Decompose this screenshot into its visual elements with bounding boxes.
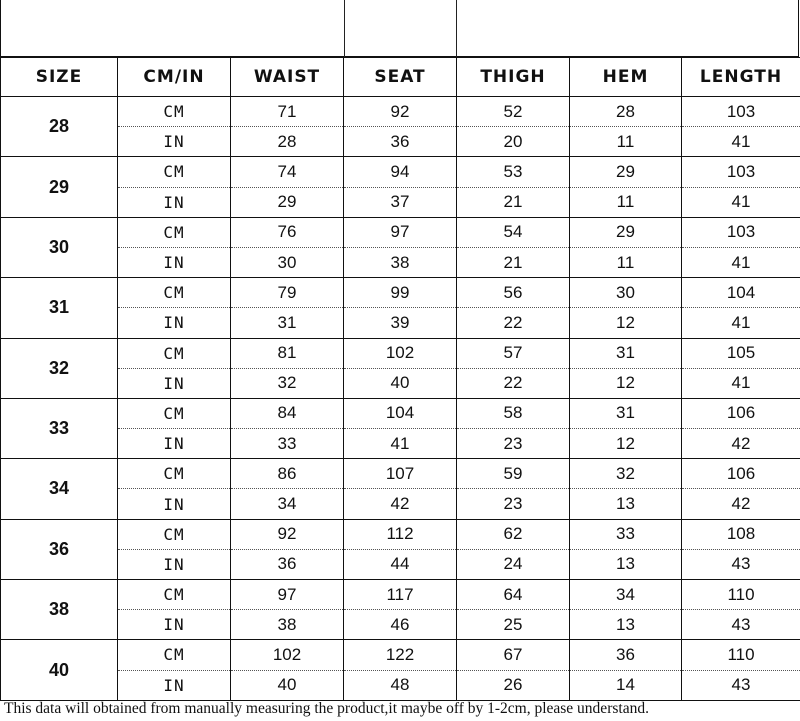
size-cell: 29 [1, 157, 118, 217]
seat-cell: 122 [344, 640, 457, 670]
hem-cell: 11 [570, 247, 682, 277]
hem-cell: 13 [570, 610, 682, 640]
length-cell: 110 [682, 580, 800, 610]
table-row [1, 308, 800, 338]
top-divider [344, 0, 345, 57]
table-row [1, 368, 800, 398]
waist-cell: 30 [231, 247, 344, 277]
unit-cell: IN [118, 489, 231, 519]
header-row [1, 58, 800, 97]
hem-cell: 12 [570, 368, 682, 398]
hem-cell: 29 [570, 157, 682, 187]
seat-cell: 112 [344, 519, 457, 549]
table-row [1, 217, 800, 247]
table-row [1, 338, 800, 368]
table-row [1, 247, 800, 277]
thigh-cell: 53 [457, 157, 570, 187]
hem-cell: 30 [570, 278, 682, 308]
unit-cell: CM [118, 580, 231, 610]
table-row [1, 127, 800, 157]
hem-cell: 12 [570, 429, 682, 459]
table-body [1, 97, 800, 701]
seat-cell: 46 [344, 610, 457, 640]
unit-cell: IN [118, 247, 231, 277]
length-cell: 106 [682, 459, 800, 489]
unit-cell: IN [118, 610, 231, 640]
hem-cell: 34 [570, 580, 682, 610]
waist-cell: 33 [231, 429, 344, 459]
top-blank-area [0, 0, 799, 57]
length-cell: 103 [682, 157, 800, 187]
waist-cell: 76 [231, 217, 344, 247]
thigh-cell: 52 [457, 97, 570, 127]
header-size: SIZE [1, 58, 118, 97]
length-cell: 43 [682, 549, 800, 579]
unit-cell: CM [118, 97, 231, 127]
table-row [1, 519, 800, 549]
length-cell: 42 [682, 489, 800, 519]
hem-cell: 12 [570, 308, 682, 338]
waist-cell: 28 [231, 127, 344, 157]
table-row [1, 187, 800, 217]
unit-cell: IN [118, 187, 231, 217]
seat-cell: 41 [344, 429, 457, 459]
size-cell: 31 [1, 278, 118, 338]
unit-cell: IN [118, 308, 231, 338]
length-cell: 108 [682, 519, 800, 549]
seat-cell: 104 [344, 398, 457, 428]
footnote: This data will obtained from manually measuring the product,it maybe off by 1-2cm, please understand. [4, 700, 649, 717]
hem-cell: 31 [570, 338, 682, 368]
hem-cell: 29 [570, 217, 682, 247]
length-cell: 103 [682, 97, 800, 127]
seat-cell: 99 [344, 278, 457, 308]
table-row [1, 97, 800, 127]
table-row [1, 278, 800, 308]
seat-cell: 44 [344, 549, 457, 579]
seat-cell: 38 [344, 247, 457, 277]
unit-cell: CM [118, 278, 231, 308]
table-row [1, 398, 800, 428]
table-row [1, 640, 800, 670]
length-cell: 110 [682, 640, 800, 670]
thigh-cell: 22 [457, 368, 570, 398]
waist-cell: 32 [231, 368, 344, 398]
length-cell: 104 [682, 278, 800, 308]
length-cell: 41 [682, 127, 800, 157]
header-seat: SEAT [344, 58, 457, 97]
waist-cell: 86 [231, 459, 344, 489]
table-row [1, 157, 800, 187]
waist-cell: 31 [231, 308, 344, 338]
thigh-cell: 21 [457, 187, 570, 217]
waist-cell: 29 [231, 187, 344, 217]
seat-cell: 102 [344, 338, 457, 368]
length-cell: 41 [682, 247, 800, 277]
waist-cell: 97 [231, 580, 344, 610]
length-cell: 41 [682, 368, 800, 398]
header-hem: HEM [570, 58, 682, 97]
seat-cell: 39 [344, 308, 457, 338]
thigh-cell: 25 [457, 610, 570, 640]
waist-cell: 34 [231, 489, 344, 519]
unit-cell: IN [118, 368, 231, 398]
top-divider [456, 0, 457, 57]
hem-cell: 28 [570, 97, 682, 127]
waist-cell: 79 [231, 278, 344, 308]
thigh-cell: 58 [457, 398, 570, 428]
thigh-cell: 21 [457, 247, 570, 277]
table-row [1, 580, 800, 610]
unit-cell: CM [118, 398, 231, 428]
thigh-cell: 26 [457, 670, 570, 700]
seat-cell: 42 [344, 489, 457, 519]
length-cell: 105 [682, 338, 800, 368]
waist-cell: 36 [231, 549, 344, 579]
unit-cell: IN [118, 127, 231, 157]
unit-cell: IN [118, 549, 231, 579]
size-cell: 40 [1, 640, 118, 700]
seat-cell: 94 [344, 157, 457, 187]
seat-cell: 36 [344, 127, 457, 157]
unit-cell: IN [118, 670, 231, 700]
waist-cell: 84 [231, 398, 344, 428]
waist-cell: 92 [231, 519, 344, 549]
length-cell: 42 [682, 429, 800, 459]
thigh-cell: 62 [457, 519, 570, 549]
hem-cell: 36 [570, 640, 682, 670]
thigh-cell: 23 [457, 489, 570, 519]
size-cell: 33 [1, 398, 118, 458]
thigh-cell: 22 [457, 308, 570, 338]
header-waist: WAIST [231, 58, 344, 97]
table-row [1, 489, 800, 519]
thigh-cell: 57 [457, 338, 570, 368]
thigh-cell: 54 [457, 217, 570, 247]
table-row [1, 459, 800, 489]
waist-cell: 38 [231, 610, 344, 640]
seat-cell: 117 [344, 580, 457, 610]
length-cell: 103 [682, 217, 800, 247]
waist-cell: 81 [231, 338, 344, 368]
thigh-cell: 24 [457, 549, 570, 579]
size-cell: 32 [1, 338, 118, 398]
hem-cell: 31 [570, 398, 682, 428]
length-cell: 43 [682, 610, 800, 640]
hem-cell: 14 [570, 670, 682, 700]
thigh-cell: 23 [457, 429, 570, 459]
hem-cell: 32 [570, 459, 682, 489]
thigh-cell: 56 [457, 278, 570, 308]
size-cell: 34 [1, 459, 118, 519]
waist-cell: 40 [231, 670, 344, 700]
unit-cell: CM [118, 459, 231, 489]
waist-cell: 71 [231, 97, 344, 127]
size-cell: 38 [1, 580, 118, 640]
thigh-cell: 67 [457, 640, 570, 670]
size-cell: 30 [1, 217, 118, 277]
hem-cell: 33 [570, 519, 682, 549]
hem-cell: 11 [570, 127, 682, 157]
unit-cell: CM [118, 217, 231, 247]
length-cell: 41 [682, 308, 800, 338]
seat-cell: 37 [344, 187, 457, 217]
seat-cell: 40 [344, 368, 457, 398]
seat-cell: 97 [344, 217, 457, 247]
header-thigh: THIGH [457, 58, 570, 97]
size-cell: 28 [1, 97, 118, 157]
waist-cell: 102 [231, 640, 344, 670]
hem-cell: 13 [570, 489, 682, 519]
table-row [1, 549, 800, 579]
header-unit: CM/IN [118, 58, 231, 97]
unit-cell: CM [118, 519, 231, 549]
seat-cell: 92 [344, 97, 457, 127]
length-cell: 106 [682, 398, 800, 428]
size-cell: 36 [1, 519, 118, 579]
thigh-cell: 64 [457, 580, 570, 610]
length-cell: 41 [682, 187, 800, 217]
table-row [1, 610, 800, 640]
hem-cell: 11 [570, 187, 682, 217]
header-length: LENGTH [682, 58, 800, 97]
unit-cell: CM [118, 157, 231, 187]
unit-cell: CM [118, 338, 231, 368]
waist-cell: 74 [231, 157, 344, 187]
thigh-cell: 20 [457, 127, 570, 157]
thigh-cell: 59 [457, 459, 570, 489]
seat-cell: 48 [344, 670, 457, 700]
length-cell: 43 [682, 670, 800, 700]
unit-cell: IN [118, 429, 231, 459]
seat-cell: 107 [344, 459, 457, 489]
table-row [1, 670, 800, 700]
table-row [1, 429, 800, 459]
hem-cell: 13 [570, 549, 682, 579]
unit-cell: CM [118, 640, 231, 670]
size-chart-table [0, 57, 800, 701]
